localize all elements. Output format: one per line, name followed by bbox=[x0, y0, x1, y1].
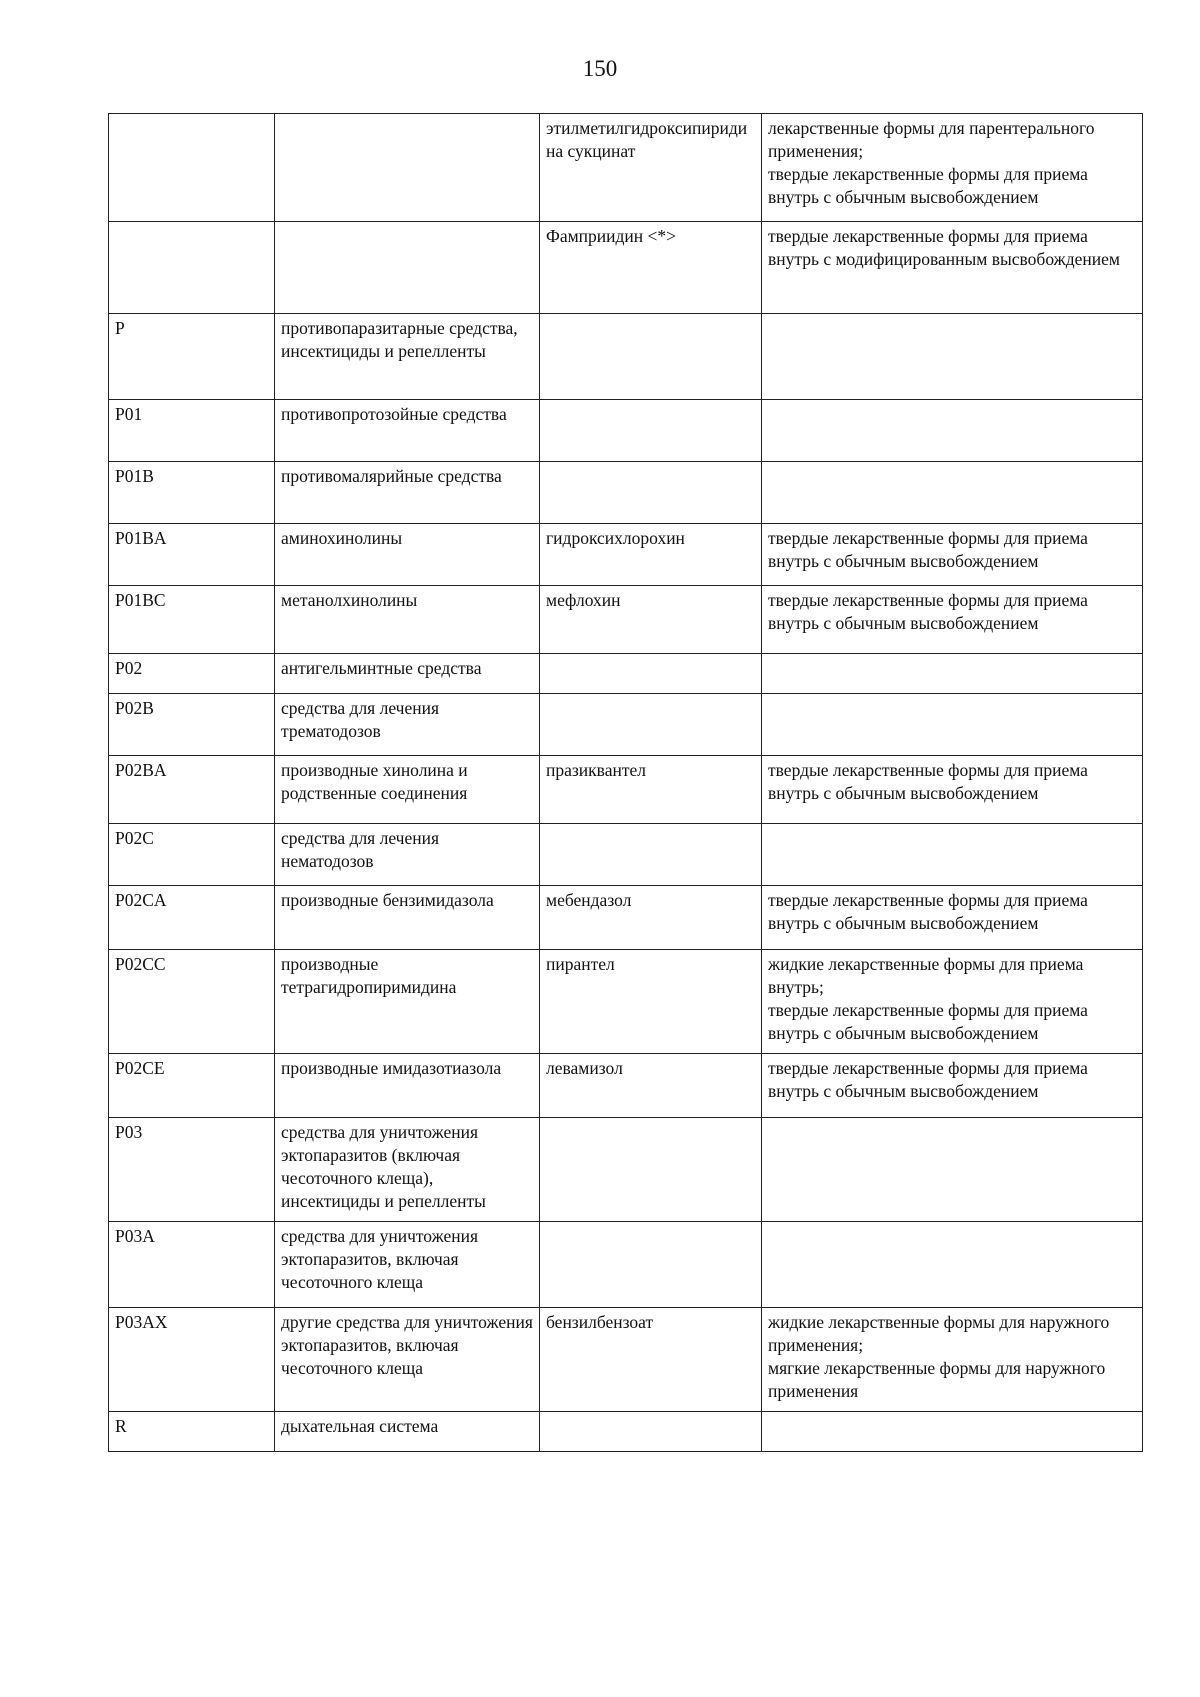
dosage-form-line: твердые лекарственные формы для приема внутрь с обычным высвобождением bbox=[768, 760, 1088, 803]
atc-code-cell: P02CE bbox=[109, 1054, 275, 1118]
atc-code-cell: P02CC bbox=[109, 950, 275, 1054]
table-row bbox=[109, 1054, 1143, 1118]
table-row bbox=[109, 586, 1143, 654]
pharmacological-group-cell: средства для лечения трематодозов bbox=[275, 694, 540, 756]
table-row bbox=[109, 950, 1143, 1054]
atc-code-cell: P01 bbox=[109, 400, 275, 462]
drug-name-cell bbox=[540, 462, 762, 524]
dosage-form-cell bbox=[762, 400, 1143, 462]
dosage-form-cell bbox=[762, 694, 1143, 756]
pharmacological-group-cell: метанолхинолины bbox=[275, 586, 540, 654]
dosage-form-cell bbox=[762, 1308, 1143, 1412]
table-row bbox=[109, 1222, 1143, 1308]
drug-name-cell: мебендазол bbox=[540, 886, 762, 950]
table-row bbox=[109, 462, 1143, 524]
table-row bbox=[109, 1118, 1143, 1222]
table-row bbox=[109, 524, 1143, 586]
dosage-form-line: жидкие лекарственные формы для наружного применения; bbox=[768, 1312, 1110, 1355]
dosage-form-cell bbox=[762, 1222, 1143, 1308]
drug-list-table bbox=[108, 113, 1143, 1452]
pharmacological-group-cell: средства для уничтожения эктопаразитов, включая чесоточного клеща bbox=[275, 1222, 540, 1308]
dosage-form-cell bbox=[762, 314, 1143, 400]
dosage-form-line: жидкие лекарственные формы для приема внутрь; bbox=[768, 954, 1084, 997]
atc-code-cell: P03AX bbox=[109, 1308, 275, 1412]
atc-code-cell: P02CA bbox=[109, 886, 275, 950]
atc-code-cell: P02 bbox=[109, 654, 275, 694]
dosage-form-cell bbox=[762, 1118, 1143, 1222]
pharmacological-group-cell: средства для лечения нематодозов bbox=[275, 824, 540, 886]
table-row bbox=[109, 400, 1143, 462]
atc-code-cell: P01BC bbox=[109, 586, 275, 654]
pharmacological-group-cell: противопаразитарные средства, инсектициды и репелленты bbox=[275, 314, 540, 400]
dosage-form-cell bbox=[762, 1054, 1143, 1118]
table-row bbox=[109, 824, 1143, 886]
drug-name-cell bbox=[540, 314, 762, 400]
table-row bbox=[109, 314, 1143, 400]
dosage-form-line: лекарственные формы для парентерального применения; bbox=[768, 118, 1095, 161]
drug-name-cell: этилметилгидроксипиридина сукцинат bbox=[540, 114, 762, 222]
atc-code-cell: P02B bbox=[109, 694, 275, 756]
atc-code-cell: P01BA bbox=[109, 524, 275, 586]
pharmacological-group-cell: производные имидазотиазола bbox=[275, 1054, 540, 1118]
atc-code-cell: P03A bbox=[109, 1222, 275, 1308]
dosage-form-cell bbox=[762, 586, 1143, 654]
table-row bbox=[109, 886, 1143, 950]
drug-name-cell: мефлохин bbox=[540, 586, 762, 654]
drug-name-cell bbox=[540, 654, 762, 694]
table-row bbox=[109, 1412, 1143, 1452]
dosage-form-cell bbox=[762, 114, 1143, 222]
dosage-form-cell bbox=[762, 222, 1143, 314]
atc-code-cell: P02BA bbox=[109, 756, 275, 824]
atc-code-cell: P02C bbox=[109, 824, 275, 886]
atc-code-cell bbox=[109, 222, 275, 314]
table-row bbox=[109, 694, 1143, 756]
table-row bbox=[109, 1308, 1143, 1412]
pharmacological-group-cell: аминохинолины bbox=[275, 524, 540, 586]
dosage-form-cell bbox=[762, 950, 1143, 1054]
dosage-form-line: твердые лекарственные формы для приема внутрь с модифицированным высвобождением bbox=[768, 226, 1120, 269]
drug-name-cell bbox=[540, 1118, 762, 1222]
table-row bbox=[109, 756, 1143, 824]
atc-code-cell: R bbox=[109, 1412, 275, 1452]
dosage-form-cell bbox=[762, 1412, 1143, 1452]
pharmacological-group-cell: другие средства для уничтожения эктопаразитов, включая чесоточного клеща bbox=[275, 1308, 540, 1412]
dosage-form-cell bbox=[762, 654, 1143, 694]
atc-code-cell: P01B bbox=[109, 462, 275, 524]
table-row bbox=[109, 222, 1143, 314]
drug-name-cell: Фамприидин <*> bbox=[540, 222, 762, 314]
dosage-form-cell bbox=[762, 462, 1143, 524]
drug-name-cell bbox=[540, 1412, 762, 1452]
pharmacological-group-cell: противомалярийные средства bbox=[275, 462, 540, 524]
atc-code-cell: P03 bbox=[109, 1118, 275, 1222]
pharmacological-group-cell: производные бензимидазола bbox=[275, 886, 540, 950]
dosage-form-line: твердые лекарственные формы для приема внутрь с обычным высвобождением bbox=[768, 1058, 1088, 1101]
atc-code-cell bbox=[109, 114, 275, 222]
dosage-form-line: твердые лекарственные формы для приема внутрь с обычным высвобождением bbox=[768, 590, 1088, 633]
dosage-form-cell bbox=[762, 886, 1143, 950]
dosage-form-line: твердые лекарственные формы для приема внутрь с обычным высвобождением bbox=[768, 890, 1088, 933]
drug-name-cell bbox=[540, 1222, 762, 1308]
pharmacological-group-cell bbox=[275, 114, 540, 222]
pharmacological-group-cell: антигельминтные средства bbox=[275, 654, 540, 694]
pharmacological-group-cell: производные хинолина и родственные соединения bbox=[275, 756, 540, 824]
pharmacological-group-cell: дыхательная система bbox=[275, 1412, 540, 1452]
drug-name-cell: бензилбензоат bbox=[540, 1308, 762, 1412]
drug-name-cell bbox=[540, 694, 762, 756]
table-body bbox=[109, 114, 1143, 1452]
page-number: 150 bbox=[582, 56, 618, 81]
pharmacological-group-cell: противопротозойные средства bbox=[275, 400, 540, 462]
dosage-form-line: твердые лекарственные формы для приема внутрь с обычным высвобождением bbox=[768, 528, 1088, 571]
drug-name-cell bbox=[540, 400, 762, 462]
pharmacological-group-cell: средства для уничтожения эктопаразитов (включая чесоточного клеща), инсектициды и репелленты bbox=[275, 1118, 540, 1222]
pharmacological-group-cell: производные тетрагидропиримидина bbox=[275, 950, 540, 1054]
dosage-form-cell bbox=[762, 824, 1143, 886]
dosage-form-line: твердые лекарственные формы для приема внутрь с обычным высвобождением bbox=[768, 1000, 1088, 1043]
drug-name-cell: левамизол bbox=[540, 1054, 762, 1118]
drug-name-cell bbox=[540, 824, 762, 886]
dosage-form-cell bbox=[762, 756, 1143, 824]
pharmacological-group-cell bbox=[275, 222, 540, 314]
drug-name-cell: празиквантел bbox=[540, 756, 762, 824]
table-row bbox=[109, 654, 1143, 694]
atc-code-cell: P bbox=[109, 314, 275, 400]
dosage-form-line: мягкие лекарственные формы для наружного применения bbox=[768, 1358, 1106, 1401]
drug-name-cell: гидроксихлорохин bbox=[540, 524, 762, 586]
dosage-form-cell bbox=[762, 524, 1143, 586]
dosage-form-line: твердые лекарственные формы для приема внутрь с обычным высвобождением bbox=[768, 164, 1088, 207]
drug-name-cell: пирантел bbox=[540, 950, 762, 1054]
table-row bbox=[109, 114, 1143, 222]
